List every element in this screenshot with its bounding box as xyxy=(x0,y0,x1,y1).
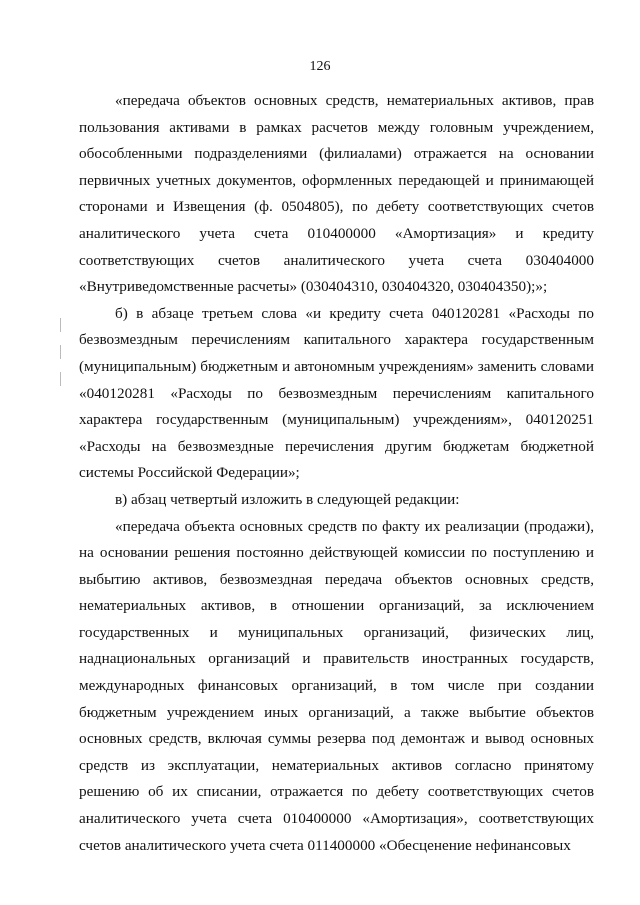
paragraph-item-b: б) в абзаце третьем слова «и кредиту счета 040120281 «Расходы по безвозмездным перечислениям капитального характера государственным (муниципальным) бюджетным и автономным учреждениям» заменить словами «040120281 «Расходы по безвозмездным перечислениям капитального характера государственным (муниципальным) учреждениям», 040120251 «Расходы на безвозмездные перечисления другим бюджетам бюджетной системы Российской Федерации»; xyxy=(79,304,594,482)
paragraph-quote-sale: «передача объекта основных средств по факту их реализации (продажи), на основании решения постоянно действующей комиссии по поступлению и выбытию активов, безвозмездная передача объектов основных средств, нематериальных активов, в отношении организаций, за исключением государственных и муниципальных организаций, физических лиц, наднациональных организаций и правительств иностранных государств, международных финансовых организаций, в том числе при создании бюджетным учреждением иных организаций, а также выбытие объектов основных средств, включая суммы резерва под демонтаж и вывод основных средств из эксплуатации, нематериальных активов согласно принятому решению об их списании, отражается по дебету соответствующих счетов аналитического учета счета 010400000 «Амортизация», соответствующих счетов аналитического учета счета 011400000 «Обесценение нефинансовых xyxy=(79,517,594,854)
document-body xyxy=(79,88,594,859)
margin-mark xyxy=(60,318,61,332)
margin-mark xyxy=(60,372,61,386)
page-number: 126 xyxy=(309,59,331,74)
margin-mark xyxy=(60,345,61,359)
paragraph-quote-transfer: «передача объектов основных средств, нематериальных активов, прав пользования активами в рамках расчетов между головным учреждением, обособленными подразделениями (филиалами) отражается на основании первичных учетных документов, оформленных передающей и принимающей сторонами и Извещения (ф. 0504805), по дебету соответствующих счетов аналитического учета счета 010400000 «Амортизация» и кредиту соответствующих счетов аналитического учета счета 030404000 «Внутриведомственные расчеты» (030404310, 030404320, 030404350);»; xyxy=(79,92,594,296)
paragraph-item-v: в) абзац четвертый изложить в следующей редакции: xyxy=(115,490,460,508)
